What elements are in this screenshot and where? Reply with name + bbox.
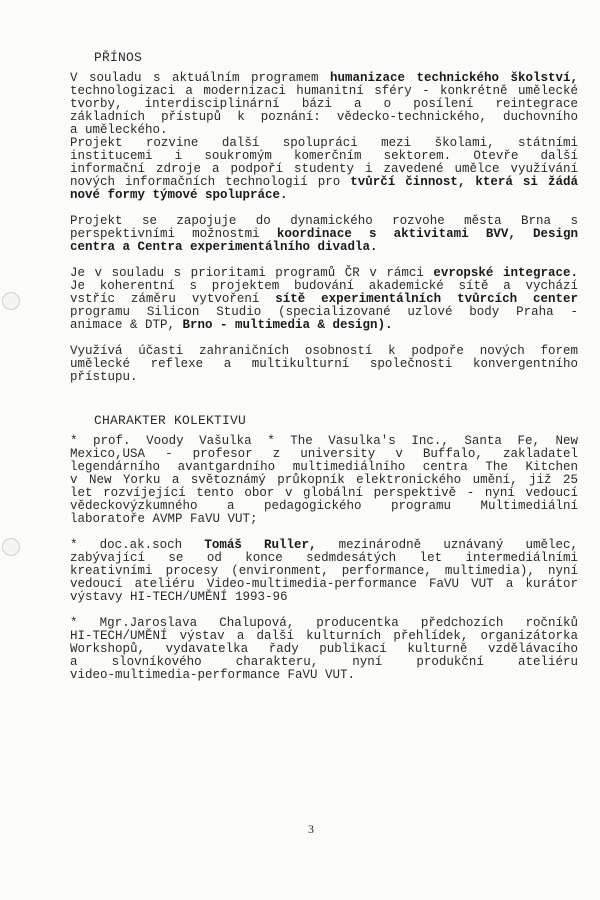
paragraph <box>70 345 578 384</box>
text: video-multimedia-performance FaVU VUT. <box>70 668 356 682</box>
text-line <box>70 319 578 332</box>
text: Využívá účasti zahraničních osobností k podpoře nových forem <box>70 344 578 358</box>
text: mezinárodně uznávaný umělec, <box>316 538 578 552</box>
bold-text: sítě experimentálních tvůrcích center <box>275 292 579 306</box>
text: základních přístupů k poznání: vědecko-technického, duchovního <box>70 110 578 124</box>
paragraph <box>70 215 578 254</box>
text-line <box>70 513 578 526</box>
text: legendárního avantgardního multimediálního centra The Kitchen <box>70 460 578 474</box>
text-line <box>70 241 578 254</box>
text: * doc.ak.soch <box>70 538 205 552</box>
text: a uměleckého. <box>70 123 168 137</box>
text: programu Silicon Studio (specializované uzlové body Praha - <box>70 305 578 319</box>
text: perspektivními možnostmi <box>70 227 277 241</box>
text: informační zdroje a podpoří studenty i zavedené umělce využívání <box>70 162 578 176</box>
bold-text: koordinace s aktivitami BVV, Design <box>276 227 579 241</box>
bold-text: tvůrčí činnost, která si žádá <box>350 175 578 189</box>
text: * Mgr.Jaroslava Chalupová, producentka předchozích ročníků <box>70 616 578 630</box>
text: zabývající se od konce sedmdesátých let intermediálními <box>70 551 578 565</box>
bold-text: evropské integrace. <box>433 266 578 280</box>
bold-text: nové formy týmové spolupráce. <box>70 188 288 202</box>
text: Je koherentní s projektem budování akademické sítě a vychází <box>70 279 578 293</box>
text-line <box>70 371 578 384</box>
paragraph <box>70 267 578 332</box>
text-line <box>70 669 578 682</box>
bold-text: centra a Centra experimentálního divadla. <box>70 240 378 254</box>
text: let rozvíjející tento obor v globální perspektivě - nyní vedoucí <box>70 486 578 500</box>
text: tvorby, interdisciplinární bázi a o posílení reintegrace <box>70 97 578 111</box>
text: technologizaci a modernizaci humanitní sféry - konkrétně umělecké <box>70 84 578 98</box>
text: vedoucí ateliéru Video-multimedia-performance FaVU VUT a kurátor <box>70 577 578 591</box>
text: vědeckovýzkumného a pedagogického programu Multimediální <box>70 499 578 513</box>
text: v New Yorku a světoznámý průkopník elektronického umění, již 25 <box>70 473 578 487</box>
text: a slovníkového charakteru, nyní produkční ateliéru <box>70 655 578 669</box>
text: kreativními procesy (environment, performance, multimedia), nyní <box>70 564 578 578</box>
punch-hole <box>2 292 20 310</box>
text: Mexico,USA - profesor z university v Buffalo, zakladatel <box>70 447 578 461</box>
paragraph <box>70 617 578 682</box>
paragraph <box>70 435 578 526</box>
text-line <box>70 189 578 202</box>
text: Projekt rozvine další spolupráci mezi školami, státními <box>70 136 578 150</box>
text: * prof. Voody Vašulka * The Vasulka's Inc., Santa Fe, New <box>70 434 578 448</box>
paragraph <box>70 72 578 137</box>
bold-text: Tomáš Ruller, <box>204 538 317 552</box>
text: nových informačních technologií pro <box>70 175 351 189</box>
text: HI-TECH/UMĚNÍ výstav a další kulturních přehlídek, organizátorka <box>70 629 578 643</box>
bold-text: Brno - multimedia & design). <box>182 318 393 332</box>
text: Je v souladu s prioritami programů ČR v rámci <box>70 266 434 280</box>
section-heading-charakter: CHARAKTER KOLEKTIVU <box>94 413 247 428</box>
text: vstříc záměru vytvoření <box>70 292 276 306</box>
text-line <box>70 591 578 604</box>
text: V souladu s aktuálním programem <box>70 71 330 85</box>
text: institucemi i soukromým komerčním sektorem. Otevře další <box>70 149 578 163</box>
paragraph <box>70 539 578 604</box>
text: Workshopů, vydavatelka řady publikací kulturně vzdělávacího <box>70 642 578 656</box>
punch-hole <box>2 538 20 556</box>
text: laboratoře AVMP FaVU VUT; <box>70 512 258 526</box>
text: umělecké reflexe a multikulturní společnosti konvergentního <box>70 357 578 371</box>
page-number: 3 <box>308 822 314 836</box>
text-line <box>70 358 578 371</box>
bold-text: humanizace technického školství, <box>329 71 578 85</box>
text: přístupu. <box>70 370 138 384</box>
text: výstavy HI-TECH/UMĚNÍ 1993-96 <box>70 590 288 604</box>
paragraph <box>70 137 578 202</box>
document-body <box>70 50 578 682</box>
section-heading-prinos: PŘÍNOS <box>94 50 143 65</box>
text: Projekt se zapojuje do dynamického rozvohe města Brna s <box>70 214 578 228</box>
text: animace & DTP, <box>70 318 183 332</box>
